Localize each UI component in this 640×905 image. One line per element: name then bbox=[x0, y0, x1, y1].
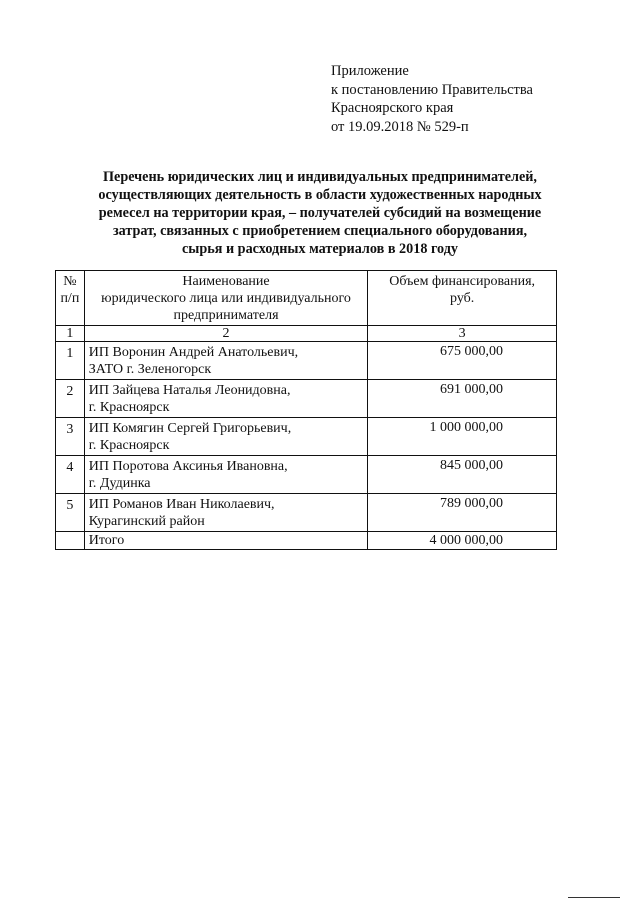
table-row bbox=[56, 380, 557, 418]
appendix-date-number: от 19.09.2018 № 529-п bbox=[331, 118, 469, 135]
column-index: 2 bbox=[84, 326, 368, 342]
total-row bbox=[56, 532, 557, 550]
recipients-table bbox=[55, 270, 557, 550]
appendix-label: Приложение bbox=[331, 63, 409, 79]
funding-amount: 691 000,00 bbox=[368, 380, 557, 418]
row-number: 2 bbox=[56, 380, 85, 418]
funding-amount: 1 000 000,00 bbox=[368, 418, 557, 456]
funding-amount: 789 000,00 bbox=[368, 494, 557, 532]
column-index: 3 bbox=[368, 326, 557, 342]
column-header-funding: Объем финансирования, руб. bbox=[368, 271, 557, 326]
recipient-name: ИП Комягин Сергей Григорьевич, г. Красноярск bbox=[84, 418, 368, 456]
title-line: ремесел на территории края, – получателей субсидий на возмещение bbox=[98, 205, 542, 221]
column-header-number: № п/п bbox=[56, 271, 85, 326]
column-header-name: Наименование юридического лица или индивидуального предпринимателя bbox=[84, 271, 368, 326]
row-number: 4 bbox=[56, 456, 85, 494]
appendix-region: Красноярского края bbox=[331, 100, 454, 116]
recipient-name: ИП Романов Иван Николаевич, Курагинский район bbox=[84, 494, 368, 532]
document-title bbox=[60, 168, 580, 258]
appendix-header bbox=[331, 62, 533, 136]
table-row bbox=[56, 456, 557, 494]
row-number: 5 bbox=[56, 494, 85, 532]
row-number: 1 bbox=[56, 342, 85, 380]
title-line: осуществляющих деятельность в области художественных народных bbox=[98, 187, 542, 203]
total-label: Итого bbox=[84, 532, 368, 550]
table-row bbox=[56, 418, 557, 456]
table-row bbox=[56, 342, 557, 380]
funding-amount: 845 000,00 bbox=[368, 456, 557, 494]
title-line: Перечень юридических лиц и индивидуальных предпринимателей, bbox=[103, 169, 537, 185]
recipient-name: ИП Воронин Андрей Анатольевич, ЗАТО г. Зеленогорск bbox=[84, 342, 368, 380]
scan-edge-line bbox=[568, 897, 620, 898]
column-index-row bbox=[56, 326, 557, 342]
total-amount: 4 000 000,00 bbox=[368, 532, 557, 550]
column-index: 1 bbox=[56, 326, 85, 342]
funding-amount: 675 000,00 bbox=[368, 342, 557, 380]
table-header-row bbox=[56, 271, 557, 326]
total-empty-cell bbox=[56, 532, 85, 550]
title-line: сырья и расходных материалов в 2018 году bbox=[181, 241, 459, 257]
recipient-name: ИП Зайцева Наталья Леонидовна, г. Красноярск bbox=[84, 380, 368, 418]
title-line: затрат, связанных с приобретением специального оборудования, bbox=[112, 223, 528, 239]
appendix-resolution: к постановлению Правительства bbox=[331, 81, 533, 98]
recipient-name: ИП Поротова Аксинья Ивановна, г. Дудинка bbox=[84, 456, 368, 494]
table-row bbox=[56, 494, 557, 532]
row-number: 3 bbox=[56, 418, 85, 456]
